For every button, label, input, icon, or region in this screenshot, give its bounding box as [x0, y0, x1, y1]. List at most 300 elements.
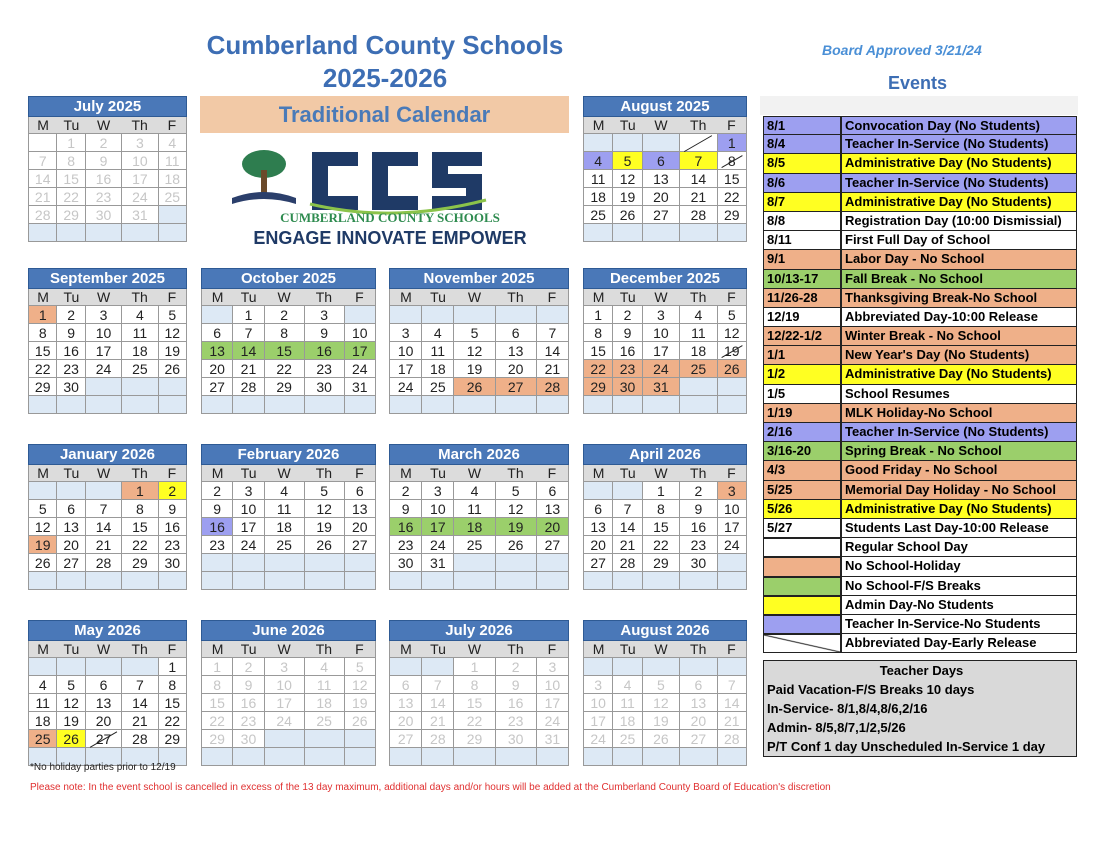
- day-cell: 30: [305, 378, 345, 396]
- day-cell: 22: [584, 360, 613, 378]
- empty-cell: [454, 554, 495, 572]
- day-cell: 26: [29, 554, 57, 572]
- legend-swatch: [763, 577, 841, 596]
- event-description: MLK Holiday-No School: [841, 404, 1077, 423]
- day-cell: 17: [265, 694, 305, 712]
- month-calendar: [389, 620, 569, 766]
- day-cell: 7: [680, 152, 717, 170]
- day-cell: 14: [613, 518, 642, 536]
- day-cell: 16: [86, 170, 122, 188]
- weekday-header: [28, 641, 187, 658]
- month-name: July 2026: [389, 620, 569, 641]
- empty-cell: [57, 482, 85, 500]
- month-name: June 2026: [201, 620, 376, 641]
- event-description: Labor Day - No School: [841, 250, 1077, 269]
- day-cell: 4: [422, 324, 454, 342]
- day-cell: 23: [202, 536, 233, 554]
- day-cell: 7: [422, 676, 454, 694]
- empty-cell: [86, 378, 122, 396]
- empty-cell: [718, 554, 747, 572]
- day-cell: 20: [496, 360, 537, 378]
- page-title-line2: 2025-2026: [322, 63, 448, 93]
- day-cell: 10: [345, 324, 376, 342]
- legend-swatch: [763, 538, 841, 557]
- day-cell: 1: [643, 482, 680, 500]
- event-date: 12/22-1/2: [763, 327, 841, 346]
- cancellation-note: Please note: In the event school is cancelled in excess of the 13 day maximum, additional days and/or hours will be added at the Cumberland County Board of Education's discretion: [30, 782, 831, 793]
- day-cell: 26: [643, 730, 680, 748]
- day-cell: 9: [57, 324, 85, 342]
- day-cell: 17: [584, 712, 613, 730]
- empty-cell: [233, 572, 264, 590]
- month-calendar: [389, 444, 569, 590]
- event-row: [763, 519, 1077, 538]
- day-cell: 26: [159, 360, 187, 378]
- logo-tagline: ENGAGE INNOVATE EMPOWER: [253, 228, 527, 248]
- day-cell: 10: [233, 500, 264, 518]
- day-cell: 19: [29, 536, 57, 554]
- weekday-label: Th: [131, 465, 148, 481]
- weekday-label: F: [727, 117, 736, 133]
- day-cell: 19: [454, 360, 495, 378]
- day-cell: 29: [718, 206, 747, 224]
- month-calendar: [201, 268, 376, 414]
- footnote: *No holiday parties prior to 12/19: [30, 762, 176, 773]
- weekday-label: M: [37, 289, 49, 305]
- day-cell: 18: [159, 170, 187, 188]
- empty-cell: [643, 134, 680, 152]
- day-cell: 27: [537, 536, 569, 554]
- empty-cell: [643, 658, 680, 676]
- weekday-label: Th: [690, 289, 707, 305]
- day-cell: 7: [718, 676, 747, 694]
- day-cell: 9: [305, 324, 345, 342]
- day-cell: 7: [29, 152, 57, 170]
- day-cell: 21: [86, 536, 122, 554]
- empty-cell: [122, 396, 158, 414]
- event-row: [763, 346, 1077, 365]
- month-calendar: [28, 96, 187, 242]
- weekday-label: Tu: [619, 117, 636, 133]
- weekday-label: M: [400, 465, 412, 481]
- day-cell: 2: [265, 306, 305, 324]
- weekday-label: W: [96, 465, 111, 481]
- day-cell: 23: [680, 536, 717, 554]
- day-cell: 6: [496, 324, 537, 342]
- day-cell: 3: [390, 324, 422, 342]
- day-cell: 24: [584, 730, 613, 748]
- event-row: [763, 327, 1077, 346]
- day-cell: 6: [390, 676, 422, 694]
- day-cell: 23: [496, 712, 537, 730]
- day-cell: 25: [422, 378, 454, 396]
- weekday-label: M: [400, 289, 412, 305]
- event-date: 8/6: [763, 174, 841, 193]
- empty-cell: [305, 748, 345, 766]
- empty-cell: [422, 396, 454, 414]
- day-cell: 21: [422, 712, 454, 730]
- day-cell: 23: [86, 188, 122, 206]
- empty-cell: [29, 658, 57, 676]
- day-cell: 18: [454, 518, 495, 536]
- day-cell: 29: [265, 378, 305, 396]
- weekday-label: Tu: [240, 641, 257, 657]
- event-date: 8/1: [763, 116, 841, 135]
- day-cell: 8: [584, 324, 613, 342]
- day-cell: 11: [422, 342, 454, 360]
- day-cell: 26: [718, 360, 747, 378]
- day-cell: 28: [122, 730, 158, 748]
- day-cell: 13: [345, 500, 376, 518]
- weekday-label: W: [467, 465, 482, 481]
- empty-cell: [613, 482, 642, 500]
- day-cell: 12: [159, 324, 187, 342]
- empty-cell: [680, 378, 717, 396]
- day-cell: 10: [390, 342, 422, 360]
- empty-cell: [122, 224, 158, 242]
- month-name: October 2025: [201, 268, 376, 289]
- day-cell: 4: [159, 134, 187, 152]
- day-cell: 15: [718, 170, 747, 188]
- empty-cell: [390, 748, 422, 766]
- weekday-label: W: [654, 117, 668, 133]
- day-cell: 27: [345, 536, 376, 554]
- event-row: [763, 442, 1077, 461]
- day-cell: 3: [233, 482, 264, 500]
- day-cell: 22: [57, 188, 85, 206]
- empty-cell: [584, 396, 613, 414]
- day-cell: 6: [584, 500, 613, 518]
- day-cell: 5: [613, 152, 642, 170]
- empty-cell: [584, 748, 613, 766]
- day-cell: 15: [159, 694, 187, 712]
- day-cell: 24: [643, 360, 680, 378]
- day-cell: 28: [29, 206, 57, 224]
- day-cell: 20: [584, 536, 613, 554]
- teacher-days-heading: Teacher Days: [879, 663, 964, 678]
- month-calendar: [583, 268, 747, 414]
- calendar-type-banner: Traditional Calendar: [200, 96, 569, 133]
- day-cell: 9: [496, 676, 537, 694]
- day-cell: 2: [613, 306, 642, 324]
- day-cell: 11: [454, 500, 495, 518]
- empty-cell: [680, 572, 717, 590]
- day-cell: 20: [57, 536, 85, 554]
- day-cell: 6: [86, 676, 122, 694]
- day-cell: 22: [454, 712, 495, 730]
- empty-cell: [345, 554, 376, 572]
- event-description: Administrative Day (No Students): [841, 500, 1077, 519]
- day-cell: 15: [454, 694, 495, 712]
- day-cell: 9: [680, 500, 717, 518]
- day-cell: 28: [86, 554, 122, 572]
- empty-cell: [202, 554, 233, 572]
- day-cell: 13: [57, 518, 85, 536]
- empty-cell: [86, 658, 122, 676]
- day-cell: 7: [122, 676, 158, 694]
- weekday-label: W: [277, 641, 291, 657]
- weekday-label: F: [547, 289, 557, 305]
- day-cell: 18: [265, 518, 305, 536]
- month-calendar: [201, 444, 376, 590]
- empty-cell: [202, 396, 233, 414]
- weekday-label: M: [211, 289, 224, 305]
- day-cell: 19: [496, 518, 537, 536]
- day-cell: 4: [454, 482, 495, 500]
- day-cell: 29: [159, 730, 187, 748]
- day-cell: 6: [202, 324, 233, 342]
- weekday-header: [583, 465, 747, 482]
- empty-cell: [57, 396, 85, 414]
- day-cell: 17: [86, 342, 122, 360]
- empty-cell: [454, 748, 495, 766]
- day-cell: 26: [57, 730, 85, 748]
- day-cell: 14: [537, 342, 569, 360]
- empty-cell: [584, 658, 613, 676]
- event-date: 1/5: [763, 385, 841, 404]
- day-cell: 8: [29, 324, 57, 342]
- day-cell: 2: [680, 482, 717, 500]
- weekday-label: F: [727, 465, 736, 481]
- day-cell: 6: [57, 500, 85, 518]
- day-cell: 8: [159, 676, 187, 694]
- day-cell: 23: [233, 712, 264, 730]
- day-cell: 21: [718, 712, 747, 730]
- day-cell: 26: [613, 206, 642, 224]
- day-grid: [389, 306, 569, 414]
- day-cell: 29: [57, 206, 85, 224]
- empty-cell: [496, 554, 537, 572]
- weekday-label: M: [400, 641, 412, 657]
- empty-cell: [454, 396, 495, 414]
- day-cell: 10: [422, 500, 454, 518]
- day-cell: 16: [57, 342, 85, 360]
- day-cell: 17: [718, 518, 747, 536]
- day-cell: 29: [122, 554, 158, 572]
- weekday-label: M: [37, 117, 49, 133]
- day-cell: 14: [680, 170, 717, 188]
- event-description: School Resumes: [841, 385, 1077, 404]
- empty-cell: [345, 396, 376, 414]
- empty-cell: [265, 572, 305, 590]
- day-cell: 22: [643, 536, 680, 554]
- event-date: 11/26-28: [763, 289, 841, 308]
- day-cell: 13: [680, 694, 717, 712]
- day-cell: 4: [122, 306, 158, 324]
- day-cell: 18: [680, 342, 717, 360]
- weekday-label: M: [211, 465, 224, 481]
- weekday-label: W: [96, 289, 111, 305]
- day-cell: 24: [122, 188, 158, 206]
- day-cell: 4: [584, 152, 613, 170]
- weekday-label: W: [96, 641, 111, 657]
- empty-cell: [537, 306, 569, 324]
- event-date: 8/5: [763, 154, 841, 173]
- empty-cell: [86, 482, 122, 500]
- day-grid: [583, 134, 747, 242]
- empty-cell: [643, 396, 680, 414]
- day-cell: 12: [643, 694, 680, 712]
- empty-cell: [613, 658, 642, 676]
- day-cell: 16: [233, 694, 264, 712]
- day-cell: 18: [584, 188, 613, 206]
- day-cell: 12: [454, 342, 495, 360]
- day-cell: 13: [584, 518, 613, 536]
- day-cell: 9: [613, 324, 642, 342]
- day-cell: 2: [86, 134, 122, 152]
- day-cell: 11: [29, 694, 57, 712]
- day-cell: 16: [680, 518, 717, 536]
- weekday-label: W: [277, 465, 291, 481]
- day-cell: 19: [345, 694, 376, 712]
- day-cell: 20: [390, 712, 422, 730]
- event-description: Thanksgiving Break-No School: [841, 289, 1077, 308]
- month-calendar: [583, 444, 747, 590]
- empty-cell: [305, 554, 345, 572]
- day-cell: 7: [86, 500, 122, 518]
- teacher-days-box: [763, 660, 1077, 757]
- day-cell: 3: [86, 306, 122, 324]
- month-calendar: [201, 620, 376, 766]
- day-cell: 2: [202, 482, 233, 500]
- day-cell: 27: [680, 730, 717, 748]
- event-date: 8/7: [763, 193, 841, 212]
- empty-cell: [422, 306, 454, 324]
- day-cell: 24: [422, 536, 454, 554]
- events-list: [763, 116, 1077, 653]
- empty-cell: [159, 206, 187, 224]
- day-cell: 8: [122, 500, 158, 518]
- weekday-label: M: [211, 641, 224, 657]
- day-grid: [28, 134, 187, 242]
- empty-cell: [680, 748, 717, 766]
- event-date: 8/8: [763, 212, 841, 231]
- empty-cell: [265, 748, 305, 766]
- weekday-header: [583, 289, 747, 306]
- empty-cell: [202, 748, 233, 766]
- day-cell: 24: [718, 536, 747, 554]
- weekday-header: [28, 465, 187, 482]
- weekday-header: [583, 117, 747, 134]
- empty-cell: [613, 396, 642, 414]
- day-cell: 16: [390, 518, 422, 536]
- day-cell: 19: [159, 342, 187, 360]
- day-cell: 6: [643, 152, 680, 170]
- empty-cell: [29, 134, 57, 152]
- day-grid: [389, 658, 569, 766]
- day-cell: 13: [86, 694, 122, 712]
- day-cell: 23: [305, 360, 345, 378]
- day-cell: 29: [584, 378, 613, 396]
- event-description: Memorial Day Holiday - No School: [841, 481, 1077, 500]
- day-grid: [28, 658, 187, 766]
- event-description: Spring Break - No School: [841, 442, 1077, 461]
- empty-cell: [537, 748, 569, 766]
- weekday-label: Th: [507, 641, 524, 657]
- day-grid: [201, 306, 376, 414]
- event-description: Good Friday - No School: [841, 461, 1077, 480]
- weekday-label: Th: [315, 289, 333, 305]
- day-cell: 17: [643, 342, 680, 360]
- day-cell: 27: [57, 554, 85, 572]
- day-cell: 8: [202, 676, 233, 694]
- month-calendar: [28, 620, 187, 766]
- day-cell: 13: [496, 342, 537, 360]
- day-cell: 10: [718, 500, 747, 518]
- empty-cell: [454, 306, 495, 324]
- event-date: 5/27: [763, 519, 841, 538]
- empty-cell: [233, 554, 264, 572]
- weekday-label: Th: [315, 641, 333, 657]
- weekday-label: F: [167, 117, 177, 133]
- day-cell: 24: [86, 360, 122, 378]
- empty-cell: [265, 730, 305, 748]
- month-calendar: [28, 268, 187, 414]
- weekday-label: Tu: [619, 289, 636, 305]
- empty-cell: [496, 396, 537, 414]
- day-cell: 8: [57, 152, 85, 170]
- day-cell: 6: [680, 676, 717, 694]
- day-cell: 26: [496, 536, 537, 554]
- day-cell: 18: [422, 360, 454, 378]
- empty-cell: [718, 658, 747, 676]
- day-cell: 28: [718, 730, 747, 748]
- event-row: [763, 308, 1077, 327]
- event-row: [763, 385, 1077, 404]
- weekday-header: [201, 289, 376, 306]
- empty-cell: [537, 554, 569, 572]
- day-cell: 17: [422, 518, 454, 536]
- day-cell: 11: [305, 676, 345, 694]
- day-cell: 18: [122, 342, 158, 360]
- day-cell: 14: [718, 694, 747, 712]
- event-description: Administrative Day (No Students): [841, 193, 1077, 212]
- day-grid: [201, 482, 376, 590]
- event-date: 1/1: [763, 346, 841, 365]
- day-cell: 17: [122, 170, 158, 188]
- day-cell: 29: [202, 730, 233, 748]
- event-row: [763, 154, 1077, 173]
- day-cell: 30: [680, 554, 717, 572]
- empty-cell: [613, 224, 642, 242]
- empty-cell: [345, 572, 376, 590]
- legend-swatch: [763, 557, 841, 576]
- legend-row: [763, 615, 1077, 634]
- weekday-label: Th: [507, 465, 524, 481]
- weekday-label: W: [467, 641, 482, 657]
- weekday-label: F: [355, 289, 364, 305]
- day-cell: 5: [29, 500, 57, 518]
- empty-cell: [233, 748, 264, 766]
- day-cell: 16: [305, 342, 345, 360]
- day-cell: 2: [496, 658, 537, 676]
- day-cell: 13: [537, 500, 569, 518]
- legend-row: [763, 596, 1077, 615]
- day-cell: 15: [584, 342, 613, 360]
- day-grid: [583, 658, 747, 766]
- day-cell: 19: [305, 518, 345, 536]
- day-cell: 11: [159, 152, 187, 170]
- weekday-label: Tu: [430, 289, 446, 305]
- day-cell: 28: [680, 206, 717, 224]
- empty-cell: [86, 224, 122, 242]
- empty-cell: [496, 306, 537, 324]
- day-cell: 4: [613, 676, 642, 694]
- event-date: 1/19: [763, 404, 841, 423]
- day-cell: 10: [86, 324, 122, 342]
- day-cell: 31: [345, 378, 376, 396]
- day-cell: 2: [57, 306, 85, 324]
